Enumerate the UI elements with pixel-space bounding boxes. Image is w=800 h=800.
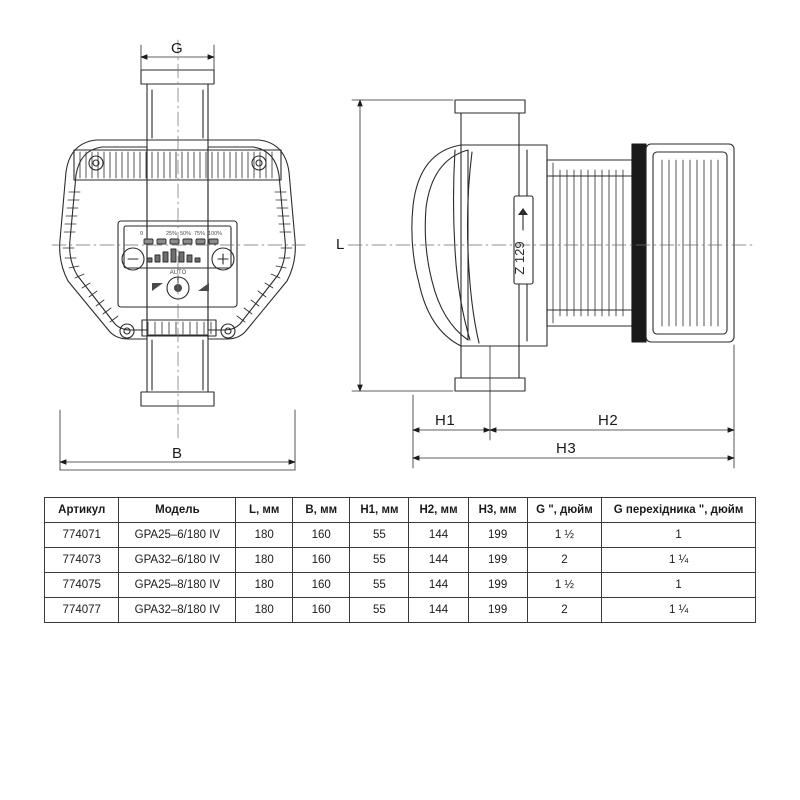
cell-l: 180 bbox=[236, 598, 293, 623]
column-header-h2: H2, мм bbox=[409, 498, 468, 523]
cell-h2: 144 bbox=[409, 548, 468, 573]
cell-g-adapter: 1 ¼ bbox=[602, 598, 756, 623]
cell-g: 1 ½ bbox=[527, 573, 601, 598]
cell-h1: 55 bbox=[350, 598, 409, 623]
cell-article: 774073 bbox=[45, 548, 119, 573]
dim-label-h3: H3 bbox=[556, 440, 577, 457]
specs-table bbox=[44, 497, 756, 623]
cell-g-adapter: 1 bbox=[602, 573, 756, 598]
cell-g: 1 ½ bbox=[527, 523, 601, 548]
cell-h2: 144 bbox=[409, 598, 468, 623]
cell-h3: 199 bbox=[468, 573, 527, 598]
table-row bbox=[45, 598, 756, 623]
scale-label-0: 0 bbox=[140, 231, 144, 237]
scale-label-100: 100% bbox=[208, 231, 223, 237]
table-row bbox=[45, 573, 756, 598]
cell-g: 2 bbox=[527, 548, 601, 573]
cell-h3: 199 bbox=[468, 548, 527, 573]
cell-h2: 144 bbox=[409, 523, 468, 548]
table-row bbox=[45, 523, 756, 548]
column-header-model: Модель bbox=[119, 498, 236, 523]
cell-model: GPA25–6/180 IV bbox=[119, 523, 236, 548]
front-view bbox=[60, 70, 296, 406]
column-header-l: L, мм bbox=[236, 498, 293, 523]
column-header-h3: H3, мм bbox=[468, 498, 527, 523]
auto-label: AUTO bbox=[169, 270, 187, 276]
cell-b: 160 bbox=[293, 548, 350, 573]
cell-g-adapter: 1 bbox=[602, 523, 756, 548]
cell-l: 180 bbox=[236, 573, 293, 598]
cell-h1: 55 bbox=[350, 548, 409, 573]
cell-article: 774071 bbox=[45, 523, 119, 548]
column-header-h1: H1, мм bbox=[350, 498, 409, 523]
cell-article: 774077 bbox=[45, 598, 119, 623]
cell-h2: 144 bbox=[409, 573, 468, 598]
column-header-g-adapter: G перехідника ʺ, дюйм bbox=[602, 498, 756, 523]
cell-model: GPA25–8/180 IV bbox=[119, 573, 236, 598]
cell-l: 180 bbox=[236, 548, 293, 573]
cell-h3: 199 bbox=[468, 523, 527, 548]
scale-label-75: 75% bbox=[194, 231, 206, 237]
column-header-g: G ʺ, дюйм bbox=[527, 498, 601, 523]
cell-article: 774075 bbox=[45, 573, 119, 598]
dim-label-h2: H2 bbox=[598, 412, 619, 429]
cell-b: 160 bbox=[293, 598, 350, 623]
scale-label-50: 50% bbox=[180, 231, 192, 237]
cell-l: 180 bbox=[236, 523, 293, 548]
column-header-article: Артикул bbox=[45, 498, 119, 523]
cell-model: GPA32–6/180 IV bbox=[119, 548, 236, 573]
cell-b: 160 bbox=[293, 573, 350, 598]
dim-label-g: G bbox=[171, 40, 184, 57]
cell-b: 160 bbox=[293, 523, 350, 548]
cell-h1: 55 bbox=[350, 573, 409, 598]
cell-model: GPA32–8/180 IV bbox=[119, 598, 236, 623]
cell-g-adapter: 1 ¼ bbox=[602, 548, 756, 573]
column-header-b: B, мм bbox=[293, 498, 350, 523]
dim-label-h1: H1 bbox=[435, 412, 456, 429]
dim-label-l: L bbox=[336, 236, 345, 253]
cell-h1: 55 bbox=[350, 523, 409, 548]
side-view bbox=[412, 100, 734, 391]
cell-h3: 199 bbox=[468, 598, 527, 623]
body-marking-label: Z 129 bbox=[512, 241, 527, 275]
specs-table-wrapper bbox=[44, 497, 756, 623]
table-header-row bbox=[45, 498, 756, 523]
table-row bbox=[45, 548, 756, 573]
cell-g: 2 bbox=[527, 598, 601, 623]
scale-label-25: 25% bbox=[166, 231, 178, 237]
dim-label-b: B bbox=[172, 445, 183, 462]
